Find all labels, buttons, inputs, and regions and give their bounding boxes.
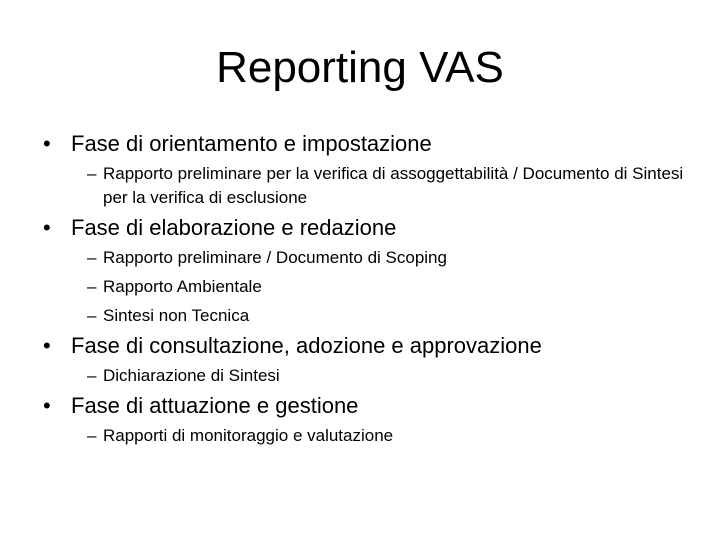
sub-item [43, 424, 693, 448]
sub-label: Sintesi non Tecnica [103, 306, 250, 325]
sub-list [43, 364, 693, 388]
bullet-label: Fase di elaborazione e redazione [71, 215, 397, 240]
sub-item [43, 304, 693, 328]
sub-marker: – [87, 248, 97, 267]
sub-marker: – [87, 366, 97, 385]
sub-marker: – [87, 426, 97, 445]
bullet-item [43, 215, 693, 241]
bullet-marker: • [43, 131, 51, 156]
bullet-marker: • [43, 333, 51, 358]
sub-item [43, 364, 693, 388]
sub-label: Dichiarazione di Sintesi [103, 366, 280, 385]
sub-list [43, 246, 693, 328]
sub-label: Rapporto preliminare / Documento di Scoping [103, 248, 447, 267]
bullet-label: Fase di attuazione e gestione [71, 393, 359, 418]
sub-marker: – [87, 277, 97, 296]
sub-marker: – [87, 306, 97, 325]
sub-marker: – [87, 164, 97, 183]
sub-item [43, 162, 693, 210]
sub-list [43, 162, 693, 210]
bullet-item [43, 393, 693, 419]
sub-list [43, 424, 693, 448]
sub-item [43, 275, 693, 299]
sub-item [43, 246, 693, 270]
sub-label: Rapporto preliminare per la verifica di assoggettabilità / Documento di Sintesi per la verifica di esclusione [103, 164, 684, 207]
bullet-list [43, 131, 693, 453]
bullet-item [43, 131, 693, 157]
bullet-label: Fase di consultazione, adozione e approvazione [71, 333, 542, 358]
slide-title: Reporting VAS [216, 43, 504, 92]
sub-label: Rapporto Ambientale [103, 277, 262, 296]
bullet-item [43, 333, 693, 359]
bullet-marker: • [43, 393, 51, 418]
sub-label: Rapporti di monitoraggio e valutazione [103, 426, 394, 445]
bullet-marker: • [43, 215, 51, 240]
bullet-label: Fase di orientamento e impostazione [71, 131, 432, 156]
